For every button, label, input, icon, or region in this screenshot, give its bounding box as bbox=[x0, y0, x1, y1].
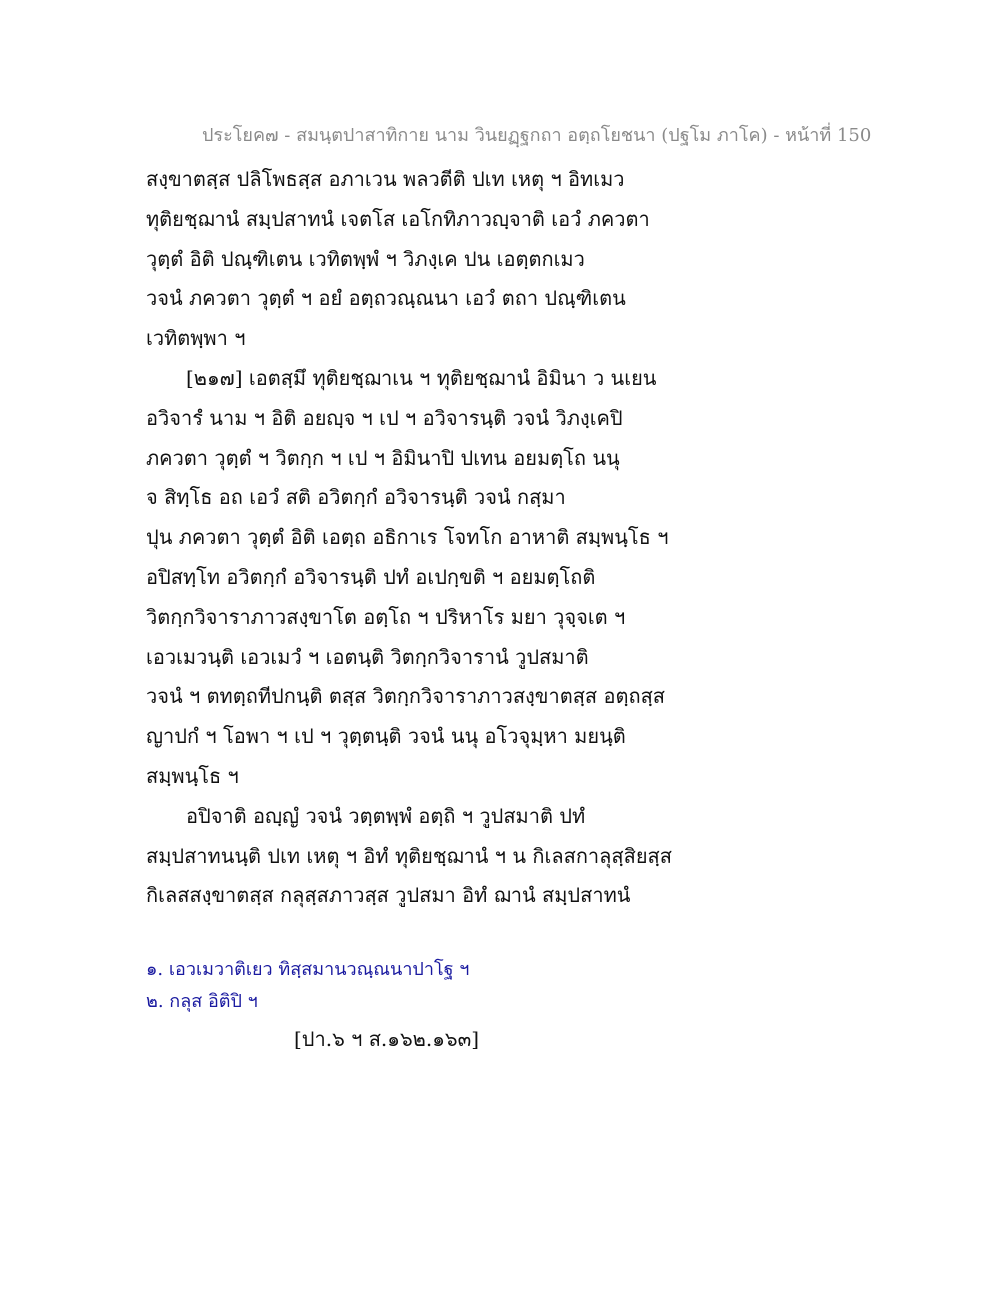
footnote-2: ๒. กลุส อิติปิ ฯ bbox=[146, 991, 258, 1012]
text-line: ปุน ภควตา วุตฺตํ อิติ เอตฺถ อธิกาเร โจทโก อาหาติ สมฺพนฺโธ ฯ bbox=[146, 525, 669, 550]
footnote-1: ๑. เอวเมวาติเยว ทิสฺสมานวณฺณนาปาโฐ ฯ bbox=[146, 959, 470, 980]
paragraph-start-line: อปิจาติ อญฺญํ วจนํ วตฺตพฺพํ อตฺถิ ฯ วูปสมาติ ปทํ bbox=[186, 803, 586, 828]
text-line: สมฺพนฺโธ ฯ bbox=[146, 763, 239, 788]
text-line: วจนํ ฯ ตทตฺถทีปกนฺติ ตสฺส วิตกฺกวิจาราภาวสงฺขาตสฺส อตฺถสฺส bbox=[146, 684, 665, 709]
footnotes bbox=[146, 954, 746, 1018]
text-line: ญาปกํ ฯ โอพา ฯ เป ฯ วุตฺตนฺติ วจนํ นนุ อโวจุมฺหา มยนฺติ bbox=[146, 724, 626, 749]
text-line: วิตกฺกวิจาราภาวสงฺขาโต อตฺโถ ฯ ปริหาโร มยา วุจฺจเต ฯ bbox=[146, 604, 626, 629]
text-line: วุตฺตํ อิติ ปณฺฑิเตน เวทิตพฺพํ ฯ วิภงฺเค ปน เอตฺตกเมว bbox=[146, 246, 585, 271]
text-line: สมฺปสาทนนฺติ ปเท เหตุ ฯ อิทํ ทุติยชฺฌานํ ฯ น กิเลสกาลุสฺสิยสฺส bbox=[146, 843, 672, 868]
text-line: วจนํ ภควตา วุตฺตํ ฯ อยํ อตฺถวณฺณนา เอวํ ตถา ปณฺฑิเตน bbox=[146, 286, 626, 311]
text-line: เอวเมวนฺติ เอวเมวํ ฯ เอตนฺติ วิตกฺกวิจารานํ วูปสมาติ bbox=[146, 644, 589, 669]
text-line: อปิสทฺโท อวิตกฺกํ อวิจารนฺติ ปทํ อเปกฺขติ ฯ อยมตฺโถติ bbox=[146, 564, 596, 589]
page-header: ประโยค๗ - สมนฺตปาสาทิกาย นาม วินยฏฺฐกถา อตฺถโยชนา (ปฐโม ภาโค) - หน้าที่ 150 bbox=[202, 125, 872, 146]
text-line: จ สิทฺโธ อถ เอวํ สติ อวิตกฺกํ อวิจารนฺติ วจนํ กสฺมา bbox=[146, 485, 566, 510]
text-line: สงฺขาตสฺส ปลิโพธสฺส อภาเวน พลวตีติ ปเท เหตุ ฯ อิทเมว bbox=[146, 167, 625, 191]
body-text bbox=[146, 160, 866, 916]
text-line: ทุติยชฺฌานํ สมฺปสาทนํ เจตโส เอโกทิภาวญฺจาติ เอวํ ภควตา bbox=[146, 206, 650, 231]
page-reference: [ปา.๖ ฯ ส.๑๖๒.๑๖๓] bbox=[294, 1027, 480, 1051]
text-line: เวทิตพฺพา ฯ bbox=[146, 326, 246, 351]
text-line: กิเลสสงฺขาตสฺส กลุสฺสภาวสฺส วูปสมา อิทํ ฌานํ สมฺปสาทนํ bbox=[146, 883, 631, 908]
text-line: อวิจารํ นาม ฯ อิติ อยญฺจ ฯ เป ฯ อวิจารนฺติ วจนํ วิภงฺเคปิ bbox=[146, 405, 623, 430]
text-line: ภควตา วุตฺตํ ฯ วิตกฺก ฯ เป ฯ อิมินาปิ ปเทน อยมตฺโถ นนุ bbox=[146, 445, 620, 470]
paragraph-start-line: [๒๑๗] เอตสฺมึ ทุติยชฺฌาเน ฯ ทุติยชฺฌานํ อิมินา ว นเยน bbox=[186, 365, 657, 390]
